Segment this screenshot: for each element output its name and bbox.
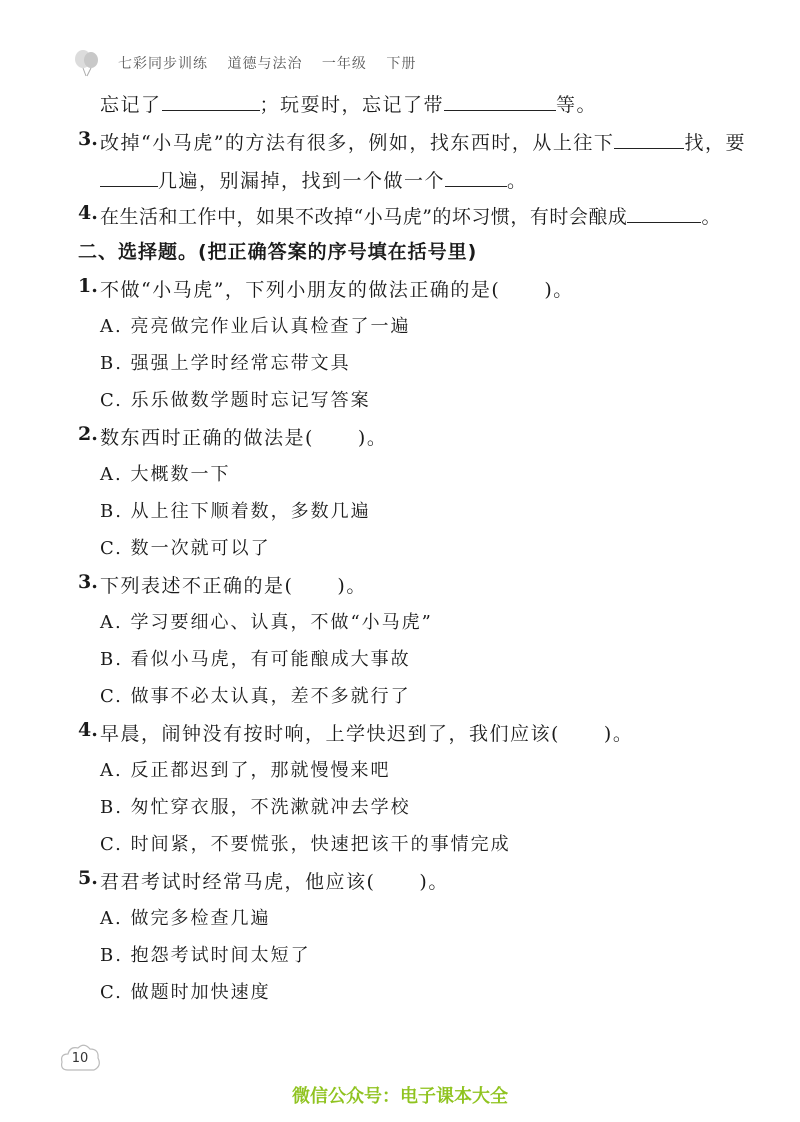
fill-q3-line1: 改掉“小马虎”的方法有很多，例如，找东西时，从上往下 找，要 (100, 132, 746, 154)
choice-q4-option-b: B. 匆忙穿衣服，不洗漱就冲去学校 (100, 797, 411, 818)
header-volume: 下册 (386, 56, 417, 72)
fill-q3-number: 3. (78, 128, 98, 150)
choice-q1-option-b: B. 强强上学时经常忘带文具 (100, 353, 351, 374)
header-text (118, 53, 430, 73)
choice-q2-number: 2. (78, 423, 98, 445)
choice-q4-stem: 早晨，闹钟没有按时响，上学快迟到了，我们应该( )。 (100, 723, 634, 745)
answer-blank[interactable] (444, 92, 556, 111)
choice-q2-option-b: B. 从上往下顺着数，多数几遍 (100, 501, 371, 522)
balloon-logo-icon (72, 48, 102, 78)
choice-q2-option-c: C. 数一次就可以了 (100, 538, 271, 559)
section-title: 二、选择题。(把正确答案的序号填在括号里) (78, 241, 478, 263)
choice-q1-option-a: A. 亮亮做完作业后认真检查了一遍 (100, 316, 411, 337)
choice-q3-stem: 下列表述不正确的是( )。 (100, 575, 367, 597)
choice-q2-option-a: A. 大概数一下 (100, 464, 231, 485)
footer-watermark: 微信公众号：电子课本大全 (292, 1086, 508, 1107)
choice-q5-stem: 君君考试时经常马虎，他应该( )。 (100, 871, 449, 893)
answer-blank[interactable] (445, 168, 507, 187)
answer-blank[interactable] (627, 204, 701, 223)
choice-q3-option-b: B. 看似小马虎，有可能酿成大事故 (100, 649, 411, 670)
choice-q5-option-c: C. 做题时加快速度 (100, 982, 271, 1003)
answer-blank[interactable] (162, 92, 260, 111)
choice-q1-number: 1. (78, 275, 98, 297)
page-header (72, 44, 752, 84)
header-subject: 道德与法治 (227, 56, 303, 72)
choice-q5-number: 5. (78, 867, 98, 889)
answer-blank[interactable] (614, 130, 684, 149)
header-grade: 一年级 (321, 56, 367, 72)
choice-q4-number: 4. (78, 719, 98, 741)
fill-q4-number: 4. (78, 202, 98, 224)
choice-q1-stem: 不做“小马虎”，下列小朋友的做法正确的是( )。 (100, 279, 574, 301)
choice-q1-option-c: C. 乐乐做数学题时忘记写答案 (100, 390, 371, 411)
choice-q3-number: 3. (78, 571, 98, 593)
fill-q3-line2: 几遍，别漏掉，找到一个做一个 。 (100, 166, 528, 193)
answer-blank[interactable] (100, 168, 158, 187)
choice-q3-option-a: A. 学习要细心、认真，不做“小马虎” (100, 612, 433, 633)
fill-q2-continuation: 忘记了 ；玩耍时，忘记了带 等。 (100, 94, 598, 116)
page-number: 10 (71, 1051, 89, 1066)
choice-q5-option-b: B. 抱怨考试时间太短了 (100, 945, 311, 966)
header-series: 七彩同步训练 (118, 56, 208, 72)
choice-q4-option-a: A. 反正都迟到了，那就慢慢来吧 (100, 760, 391, 781)
choice-q4-option-c: C. 时间紧，不要慌张，快速把该干的事情完成 (100, 834, 511, 855)
choice-q3-option-c: C. 做事不必太认真，差不多就行了 (100, 686, 411, 707)
fill-q4-line: 在生活和工作中，如果不改掉“小马虎”的坏习惯，有时会酿成 。 (100, 206, 721, 228)
choice-q5-option-a: A. 做完多检查几遍 (100, 908, 271, 929)
choice-q2-stem: 数东西时正确的做法是( )。 (100, 427, 388, 449)
page-number-badge (58, 1040, 102, 1080)
